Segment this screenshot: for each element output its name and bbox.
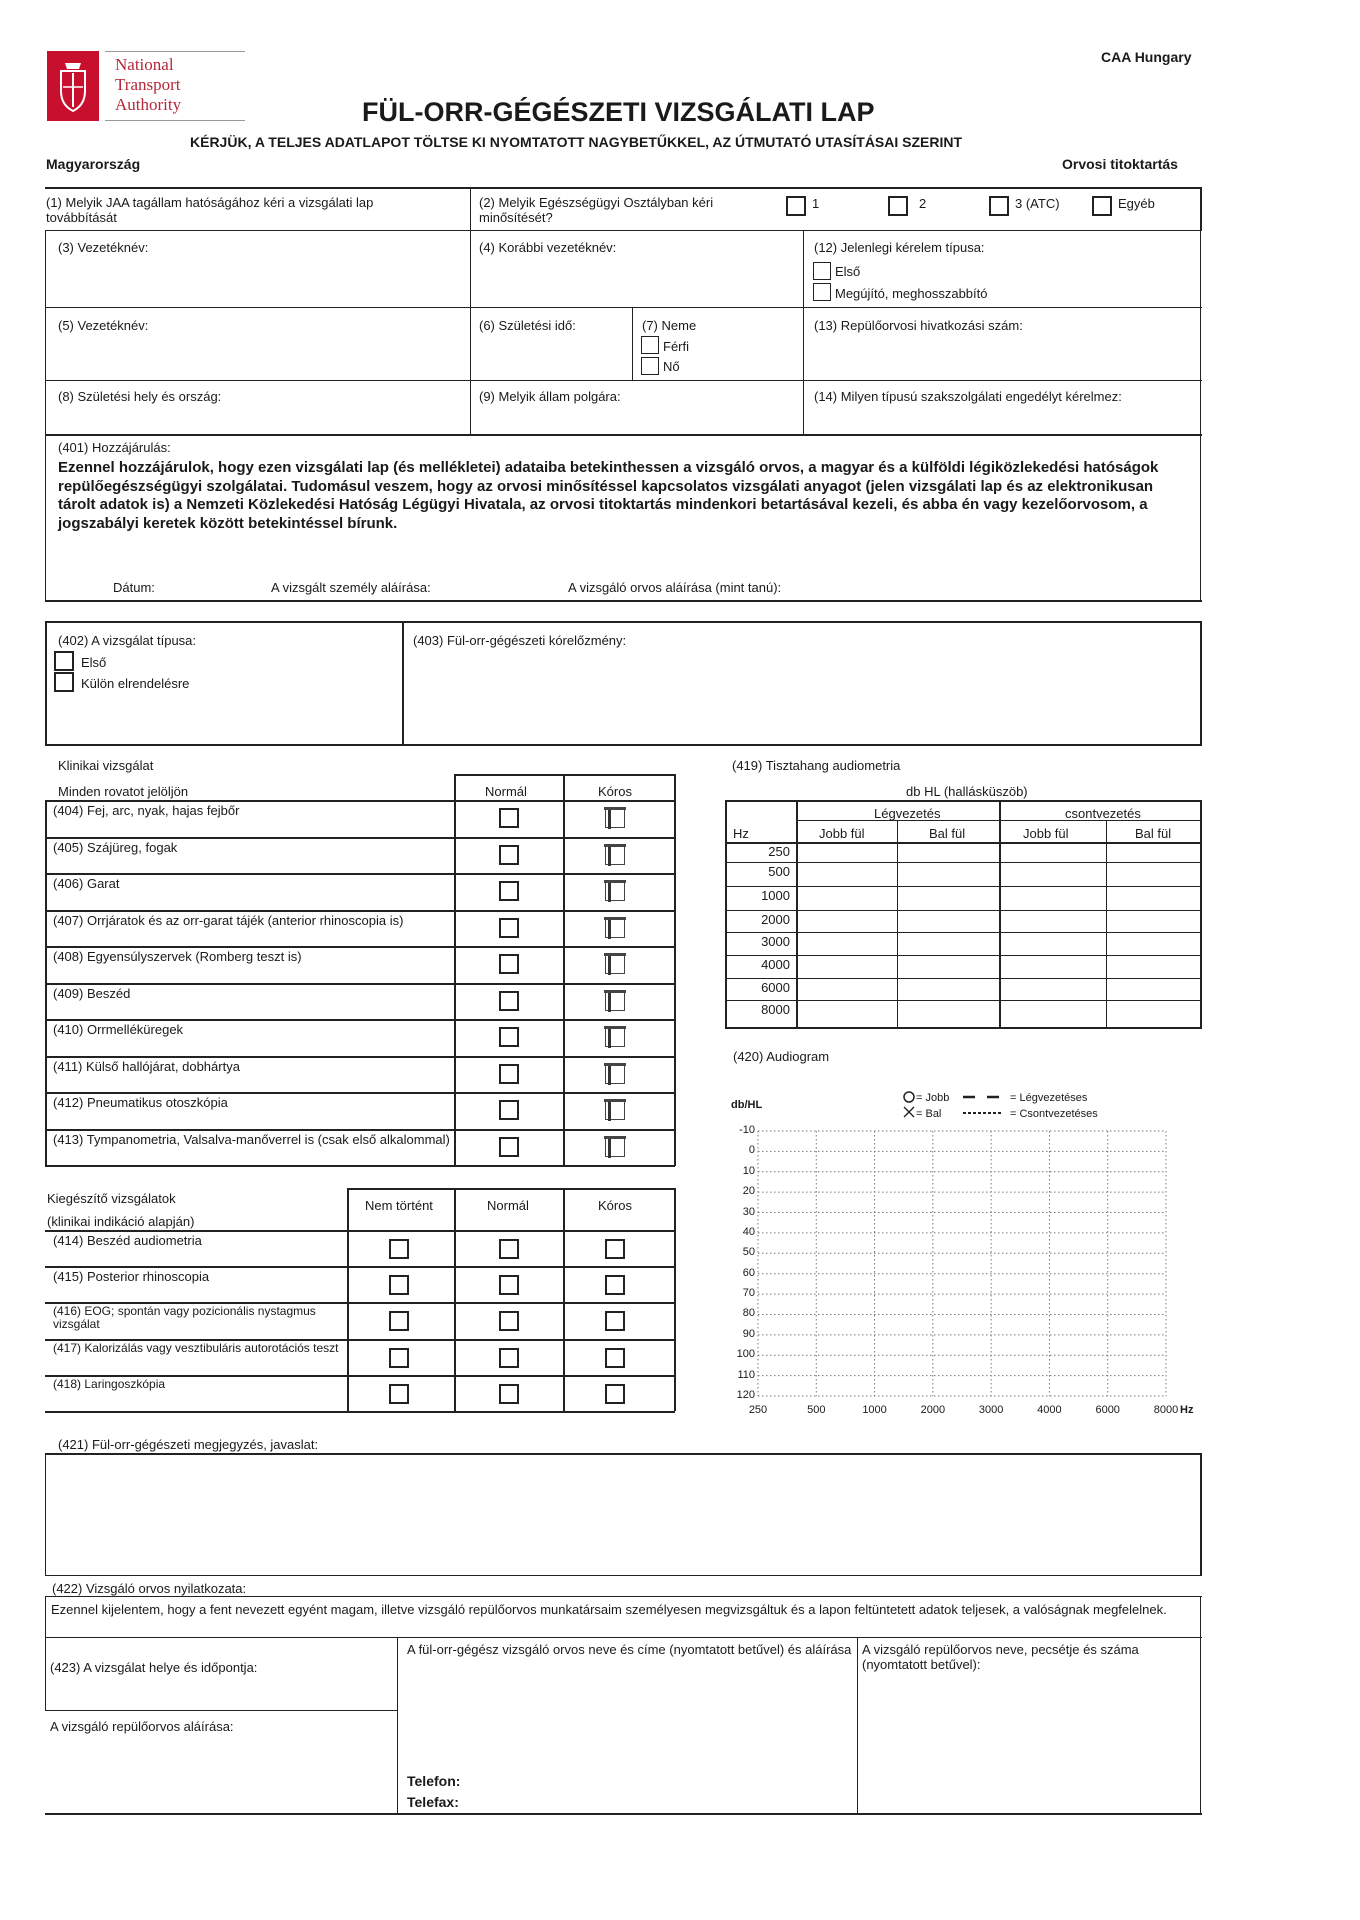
supplementary-title: Kiegészítő vizsgálatok — [47, 1191, 176, 1206]
field-13-label: (13) Repülőorvosi hivatkozási szám: — [814, 318, 1023, 333]
y-tick-label: 90 — [742, 1327, 755, 1340]
col-line — [470, 187, 471, 434]
not-done-checkbox[interactable] — [389, 1239, 409, 1259]
legend-bone-label: = Csontvezetéses — [1010, 1108, 1098, 1120]
abnormal-checkbox[interactable] — [605, 991, 625, 1011]
sex-female-checkbox[interactable] — [641, 357, 659, 375]
air-conduction-header: Légvezetés — [874, 806, 941, 821]
logo — [47, 51, 247, 121]
class-1-checkbox[interactable] — [786, 196, 806, 216]
frequency-label: 2000 — [761, 912, 790, 927]
declaration-text: Ezennel kijelentem, hogy a fent nevezett egyént magam, illetve vizsgáló repülőorvos munkatársaim személyesen megvizsgáltuk és a lapon feltüntetett adatok teljesek, a valóságnak megfelelnek. — [51, 1602, 1167, 1617]
clinical-table-top — [45, 800, 675, 802]
audiogram-chart — [725, 1085, 1205, 1415]
frequency-label: 1000 — [761, 888, 790, 903]
frequency-label: 6000 — [761, 980, 790, 995]
clinical-col1 — [454, 774, 456, 1166]
air-right-header: Jobb fül — [819, 826, 865, 841]
exam-first-label: Első — [81, 655, 107, 670]
bone-conduction-header: csontvezetés — [1065, 806, 1141, 821]
ame-signature-label: A vizsgáló repülőorvos aláírása: — [50, 1719, 234, 1734]
frequency-label: 3000 — [761, 934, 790, 949]
right-border — [1200, 187, 1202, 230]
audiometry-title: (419) Tisztahang audiometria — [732, 758, 901, 773]
table-row — [45, 1411, 675, 1413]
normal-checkbox[interactable] — [499, 1311, 519, 1331]
consent-right — [1200, 434, 1201, 600]
x-tick-label: 2000 — [920, 1404, 946, 1416]
page-title: FÜL-ORR-GÉGÉSZETI VIZSGÁLATI LAP — [362, 97, 875, 127]
legend-air-label: = Légvezetéses — [1010, 1092, 1088, 1104]
x-tick-label: 1000 — [862, 1404, 887, 1416]
declaration-col2 — [857, 1637, 858, 1814]
logo-line-2: Transport — [115, 75, 181, 94]
declaration-label: (422) Vizsgáló orvos nyilatkozata: — [52, 1581, 247, 1596]
country-label: Magyarország — [46, 156, 141, 172]
sex-male-checkbox[interactable] — [641, 336, 659, 354]
application-first-checkbox[interactable] — [813, 262, 831, 280]
right-border — [1200, 230, 1201, 434]
sex-male-label: Férfi — [663, 339, 689, 354]
consent-bottom — [45, 600, 1202, 602]
right-ear-legend-icon — [904, 1092, 914, 1102]
audio-col4 — [1106, 820, 1107, 1028]
consent-date-label: Dátum: — [113, 580, 155, 595]
table-row — [45, 946, 675, 948]
abnormal-checkbox[interactable] — [605, 1027, 625, 1047]
page-subtitle: KÉRJÜK, A TELJES ADATLAPOT TÖLTSE KI NYOMTATOTT NAGYBETŰKKEL, AZ ÚTMUTATÓ UTASÍTÁSAI SZERINT — [190, 134, 963, 150]
exam-special-checkbox[interactable] — [54, 672, 74, 692]
field-1-label: (1) Melyik JAA tagállam hatóságához kéri a vizsgálati lap továbbítását — [46, 195, 374, 225]
abnormal-checkbox[interactable] — [605, 918, 625, 938]
table-row — [45, 1092, 675, 1094]
exam-type-top — [45, 621, 1202, 623]
field-6-label: (6) Születési idő: — [479, 318, 576, 333]
abnormal-checkbox[interactable] — [605, 881, 625, 901]
coat-of-arms-icon — [47, 51, 99, 121]
exam-type-divider — [402, 621, 404, 745]
supp-col1 — [454, 1188, 456, 1411]
place-bottom — [45, 1710, 398, 1711]
clinical-row-label: (405) Szájüreg, fogak — [53, 839, 178, 855]
logo-line-1: National — [115, 55, 174, 74]
y-tick-label: 110 — [737, 1368, 755, 1381]
clinical-right — [674, 774, 676, 1166]
abnormal-checkbox[interactable] — [605, 1311, 625, 1331]
abnormal-checkbox[interactable] — [605, 1275, 625, 1295]
table-row — [45, 837, 675, 839]
exam-place-label: (423) A vizsgálat helye és időpontja: — [50, 1660, 258, 1675]
declaration-bottom — [45, 1813, 1202, 1815]
clinical-title: Klinikai vizsgálat — [58, 758, 154, 773]
exam-special-label: Külön elrendelésre — [81, 676, 190, 691]
exam-type-left — [45, 621, 47, 745]
field-9-label: (9) Melyik állam polgára: — [479, 389, 621, 404]
fax-label: Telefax: — [407, 1794, 459, 1810]
class-3-label: 3 (ATC) — [1015, 196, 1060, 211]
clinical-col-normal: Normál — [485, 784, 527, 799]
y-tick-label: 10 — [742, 1164, 755, 1177]
consent-left — [45, 434, 46, 600]
normal-checkbox[interactable] — [499, 1348, 519, 1368]
supp-row-label: (416) EOG; spontán vagy pozicionális nystagmus vizsgálat — [53, 1304, 316, 1332]
audiometry-unit: db HL (hallásküszöb) — [906, 784, 1028, 799]
sex-female-label: Nő — [663, 359, 680, 374]
y-tick-label: 60 — [742, 1266, 755, 1279]
normal-checkbox[interactable] — [499, 954, 519, 974]
bone-left-header: Bal fül — [1135, 826, 1172, 841]
ent-examiner-label: A fül-orr-gégész vizsgáló orvos neve és címe (nyomtatott betűvel) és aláírása — [407, 1642, 852, 1657]
table-row — [45, 1266, 675, 1268]
exam-type-bottom — [45, 744, 1202, 746]
logo-rule-bottom — [105, 120, 245, 121]
normal-checkbox[interactable] — [499, 1100, 519, 1120]
supp-col2 — [563, 1188, 565, 1411]
remarks-top — [45, 1453, 1202, 1455]
declaration-col1 — [397, 1637, 398, 1814]
abnormal-checkbox[interactable] — [605, 1064, 625, 1084]
x-tick-label: 8000 — [1153, 1404, 1179, 1416]
clinical-left — [45, 800, 47, 1166]
y-tick-label: 30 — [742, 1205, 755, 1218]
y-tick-label: 100 — [736, 1348, 755, 1361]
field-4-label: (4) Korábbi vezetéknév: — [479, 240, 617, 255]
audiogram-title: (420) Audiogram — [733, 1049, 830, 1064]
declaration-divider — [45, 1637, 1202, 1638]
clinical-col2 — [563, 774, 565, 1166]
abnormal-checkbox[interactable] — [605, 1348, 625, 1368]
field-5-label: (5) Vezetéknév: — [58, 318, 149, 333]
audio-right — [1200, 800, 1202, 1028]
clinical-col-abnormal: Kóros — [598, 784, 632, 799]
y-tick-label: 70 — [742, 1287, 755, 1300]
supp-right — [674, 1188, 676, 1411]
exam-type-label: (402) A vizsgálat típusa: — [58, 633, 197, 648]
supp-row-label: (418) Laringoszkópia — [53, 1376, 166, 1391]
col-line — [632, 307, 633, 380]
application-renewal-checkbox[interactable] — [813, 283, 831, 301]
normal-checkbox[interactable] — [499, 808, 519, 828]
table-row — [45, 983, 675, 985]
remarks-right — [1200, 1453, 1202, 1575]
abnormal-checkbox[interactable] — [605, 845, 625, 865]
exam-first-checkbox[interactable] — [54, 651, 74, 671]
x-tick-label: 4000 — [1037, 1404, 1062, 1416]
frequency-label: 4000 — [761, 957, 790, 972]
y-tick-label: 0 — [748, 1144, 755, 1157]
clinical-row-label: (413) Tympanometria, Valsalva-manőverrel is (csak első alkalommal) — [53, 1131, 450, 1147]
class-other-checkbox[interactable] — [1092, 196, 1112, 216]
audio-col2 — [897, 820, 898, 1028]
legend-left-label: = Bal — [916, 1108, 942, 1120]
declaration-left — [45, 1596, 46, 1711]
x-tick-label: 6000 — [1095, 1404, 1120, 1416]
x-tick-label: 3000 — [978, 1404, 1004, 1416]
supp-col0 — [347, 1188, 349, 1411]
remarks-label: (421) Fül-orr-gégészeti megjegyzés, javaslat: — [58, 1437, 319, 1452]
audiogram-x-unit: Hz — [1180, 1404, 1194, 1416]
frequency-label: 250 — [768, 844, 790, 859]
y-tick-label: 50 — [742, 1246, 755, 1259]
field-8-label: (8) Születési hely és ország: — [58, 389, 222, 404]
class-other-label: Egyéb — [1118, 196, 1155, 211]
left-ear-legend-icon — [904, 1107, 914, 1117]
legend-right-label: = Jobb — [916, 1092, 950, 1104]
table-row — [45, 1019, 675, 1021]
supp-header-top — [347, 1188, 675, 1190]
air-left-header: Bal fül — [929, 826, 966, 841]
supp-table-top — [45, 1230, 675, 1232]
clinical-row-label: (407) Orrjáratok és az orr-garat tájék (anterior rhinoscopia is) — [53, 912, 404, 928]
class-3-checkbox[interactable] — [989, 196, 1009, 216]
audio-col3 — [999, 800, 1001, 1028]
normal-checkbox[interactable] — [499, 1384, 519, 1404]
not-done-checkbox[interactable] — [389, 1311, 409, 1331]
field-3-label: (3) Vezetéknév: — [58, 240, 149, 255]
remarks-input[interactable] — [48, 1456, 1200, 1576]
audio-col1 — [796, 800, 798, 1028]
abnormal-checkbox[interactable] — [605, 954, 625, 974]
left-border — [45, 230, 46, 434]
clinical-row-label: (411) Külső hallójárat, dobhártya — [53, 1058, 240, 1074]
supp-row-label: (417) Kalorizálás vagy vesztibuláris autorotációs teszt — [53, 1340, 339, 1355]
not-done-checkbox[interactable] — [389, 1384, 409, 1404]
abnormal-checkbox[interactable] — [605, 1384, 625, 1404]
abnormal-checkbox[interactable] — [605, 1137, 625, 1157]
normal-checkbox[interactable] — [499, 918, 519, 938]
row-line — [45, 380, 1202, 381]
caa-label: CAA Hungary — [1101, 49, 1192, 65]
y-tick-label: 40 — [742, 1225, 755, 1238]
clinical-row-label: (406) Garat — [53, 876, 120, 891]
top-table-line — [45, 187, 1202, 189]
col-line — [803, 230, 804, 434]
logo-rule — [105, 51, 245, 52]
clinical-hint: Minden rovatot jelöljön — [58, 784, 189, 799]
consent-examiner-signature-label: A vizsgáló orvos aláírása (mint tanú): — [568, 580, 782, 595]
not-done-checkbox[interactable] — [389, 1275, 409, 1295]
table-row — [45, 1165, 675, 1167]
class-2-label: 2 — [919, 196, 927, 211]
clinical-row-label: (410) Orrmelléküregek — [53, 1022, 184, 1037]
declaration-top — [45, 1596, 1202, 1597]
x-tick-label: 500 — [807, 1404, 826, 1416]
consent-label: (401) Hozzájárulás: — [58, 440, 171, 455]
normal-checkbox[interactable] — [499, 881, 519, 901]
normal-checkbox[interactable] — [499, 1239, 519, 1259]
clinical-row-label: (404) Fej, arc, nyak, hajas fejbőr — [53, 803, 240, 818]
y-tick-label: -10 — [739, 1124, 755, 1136]
field-12-label: (12) Jelenlegi kérelem típusa: — [814, 240, 985, 255]
remarks-left — [45, 1453, 46, 1575]
audiogram-ylabel: db/HL — [731, 1099, 763, 1111]
class-1-label: 1 — [812, 196, 820, 211]
not-done-checkbox[interactable] — [389, 1348, 409, 1368]
field-14-label: (14) Milyen típusú szakszolgálati engedélyt kérelmez: — [814, 389, 1122, 404]
table-row — [45, 910, 675, 912]
logo-line-3: Authority — [115, 95, 182, 114]
class-2-checkbox[interactable] — [888, 196, 908, 216]
consent-applicant-signature-label: A vizsgált személy aláírása: — [271, 580, 431, 595]
frequency-label: 500 — [768, 864, 790, 879]
row-line — [45, 434, 1202, 436]
supp-row-label: (414) Beszéd audiometria — [53, 1233, 202, 1248]
normal-checkbox[interactable] — [499, 845, 519, 865]
table-row — [45, 1056, 675, 1058]
normal-checkbox[interactable] — [499, 1275, 519, 1295]
frequency-label: 8000 — [761, 1002, 790, 1017]
normal-checkbox[interactable] — [499, 1137, 519, 1157]
row-line — [45, 230, 1202, 231]
confidential-label: Orvosi titoktartás — [1062, 156, 1178, 172]
field-7-label: (7) Neme — [642, 318, 697, 333]
supp-row-label: (415) Posterior rhinoscopia — [53, 1269, 210, 1285]
supplementary-hint: (klinikai indikáció alapján) — [47, 1214, 195, 1229]
x-tick-label: 250 — [748, 1404, 768, 1416]
normal-checkbox[interactable] — [499, 991, 519, 1011]
ame-examiner-label: A vizsgáló repülőorvos neve, pecsétje és száma (nyomtatott betűvel): — [862, 1642, 1139, 1672]
abnormal-checkbox[interactable] — [605, 808, 625, 828]
y-tick-label: 120 — [736, 1389, 755, 1401]
ent-history-label: (403) Fül-orr-gégészeti kórelőzmény: — [413, 633, 627, 648]
declaration-right — [1200, 1596, 1201, 1814]
bone-right-header: Jobb fül — [1023, 826, 1069, 841]
audio-left — [725, 800, 727, 1028]
application-first-label: Első — [835, 264, 861, 279]
normal-checkbox[interactable] — [499, 1027, 519, 1047]
clinical-row-label: (409) Beszéd — [53, 985, 131, 1001]
supp-col-abnormal: Kóros — [598, 1198, 632, 1213]
phone-label: Telefon: — [407, 1773, 461, 1789]
abnormal-checkbox[interactable] — [605, 1100, 625, 1120]
table-row — [45, 873, 675, 875]
clinical-row-label: (412) Pneumatikus otoszkópia — [53, 1095, 228, 1110]
exam-type-right — [1200, 621, 1202, 745]
field-2-label: (2) Melyik Egészségügyi Osztályban kéri minősítését? — [479, 195, 714, 225]
application-renewal-label: Megújító, meghosszabbító — [835, 286, 988, 301]
y-tick-label: 80 — [742, 1307, 755, 1320]
normal-checkbox[interactable] — [499, 1064, 519, 1084]
abnormal-checkbox[interactable] — [605, 1239, 625, 1259]
row-line — [45, 307, 1202, 308]
supp-col-normal: Normál — [487, 1198, 529, 1213]
clinical-row-label: (408) Egyensúlyszervek (Romberg teszt is) — [53, 949, 302, 964]
table-row — [45, 1129, 675, 1131]
consent-text: Ezennel hozzájárulok, hogy ezen vizsgálati lap (és mellékletei) adataiba betekinthessen a vizsgáló orvos, a magyar és a külföldi légiközlekedési hatóságok repülőegészségügyi szolgálatai. Tudomásul veszem, hogy az orvosi minősítéssel kapcsolatos vizsgálati anyagot (jelen vizsgálati lap és az elektronikusan tárolt adatok is) a Nemzeti Közlekedési Hatóság Légügyi Hivatala, az orvosi titoktartás mindenkori betartásával kezeli, és abba én vagy kezelőorvosom, a jogszabályi keretek között betekintéssel bírunk. — [58, 459, 1159, 532]
hz-header: Hz — [733, 826, 749, 841]
y-tick-label: 20 — [742, 1185, 755, 1198]
supp-col-notdone: Nem történt — [365, 1198, 433, 1213]
